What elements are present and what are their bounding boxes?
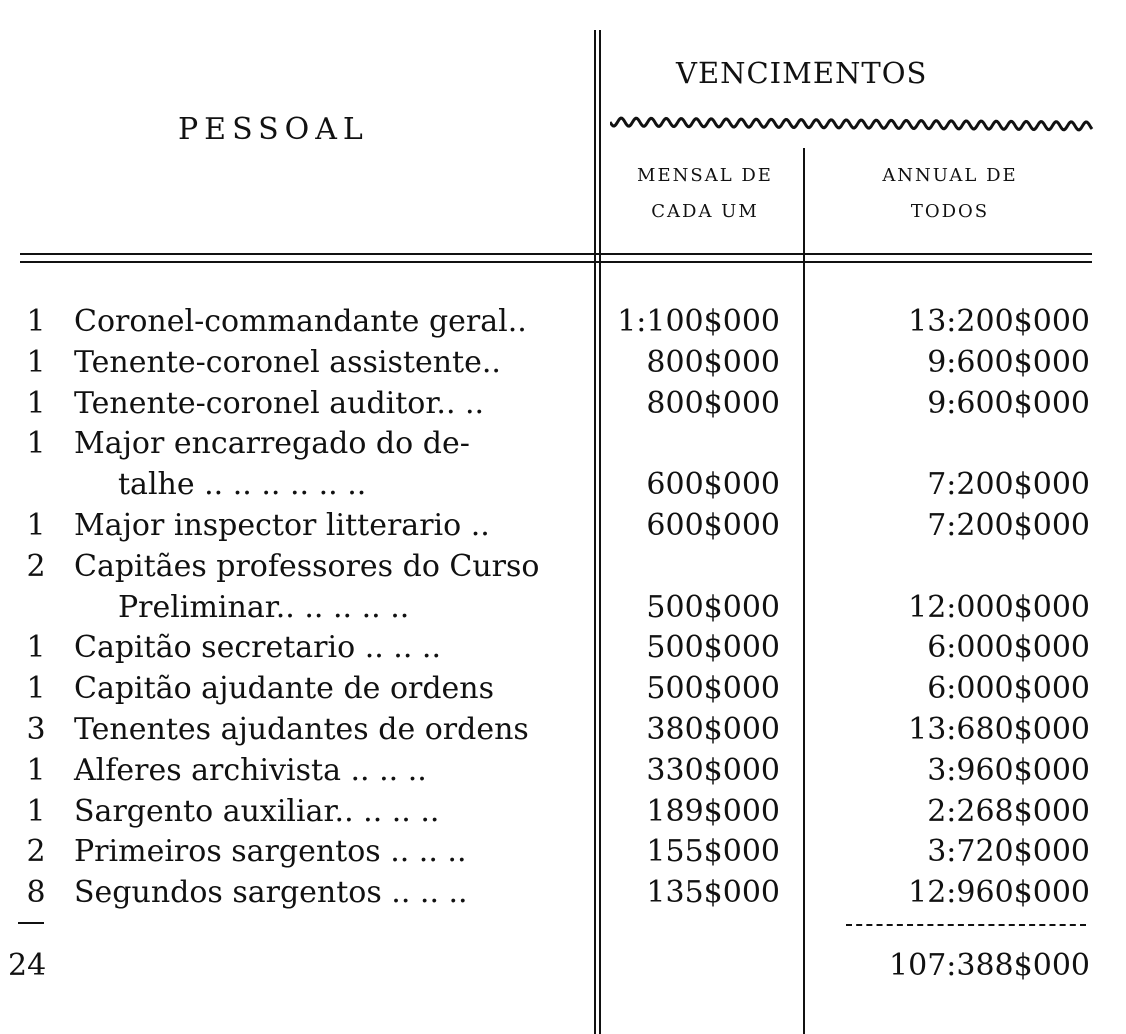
row-annual: 7:200$000 <box>927 508 1090 543</box>
row-annual: 7:200$000 <box>927 467 1090 503</box>
header-rule-top <box>20 253 1092 255</box>
header-rule-bottom <box>20 261 1092 263</box>
row-description: Tenente-coronel auditor.. .. <box>74 385 485 421</box>
row-quantity: 1 <box>26 304 46 339</box>
row-description: Major inspector litterario .. <box>74 508 490 543</box>
row-annual: 13:680$000 <box>908 712 1090 747</box>
row-mensal: 800$000 <box>646 385 780 421</box>
row-mensal: 500$000 <box>646 671 780 707</box>
total-annual: 107:388$000 <box>889 948 1090 983</box>
total-qty: 24 <box>8 948 47 983</box>
table-row <box>0 302 1126 342</box>
header-mensal-line2: CADA UM <box>651 201 759 222</box>
row-description: Sargento auxiliar.. .. .. .. <box>74 793 440 829</box>
row-mensal: 380$000 <box>646 712 780 747</box>
row-mensal: 800$000 <box>646 344 780 380</box>
header-annual-line2: TODOS <box>910 201 990 222</box>
header-mensal-line1: MENSAL DE <box>637 165 773 186</box>
row-quantity: 3 <box>26 712 46 747</box>
table-row <box>0 343 1126 383</box>
row-annual: 9:600$000 <box>927 385 1090 421</box>
table-row-continuation <box>0 588 1126 628</box>
row-mensal: 1:100$000 <box>617 304 780 339</box>
row-annual: 2:268$000 <box>927 793 1090 829</box>
row-description: Capitão ajudante de ordens <box>74 671 495 707</box>
header-annual-line1: ANNUAL DE <box>882 165 1018 186</box>
row-description-continued: Preliminar.. .. .. .. .. <box>118 589 410 625</box>
table-row <box>0 547 1126 587</box>
row-mensal: 330$000 <box>646 752 780 788</box>
row-quantity: 1 <box>26 385 46 421</box>
row-quantity: 2 <box>26 834 46 870</box>
header-vencimentos: VENCIMENTOS <box>676 56 928 90</box>
header-annual <box>820 158 1080 230</box>
table-row <box>0 792 1126 832</box>
row-quantity: 1 <box>26 344 46 380</box>
row-quantity: 1 <box>26 671 46 707</box>
row-quantity: 1 <box>26 752 46 788</box>
table-row <box>0 384 1126 424</box>
total-rule-annual <box>846 924 1086 926</box>
row-mensal: 600$000 <box>646 508 780 543</box>
table-row <box>0 873 1126 913</box>
total-rule-qty <box>18 922 44 924</box>
row-description-continued: talhe .. .. .. .. .. .. <box>118 467 367 503</box>
row-description: Major encarregado do de- <box>74 426 470 462</box>
header-pessoal: PESSOAL <box>178 112 369 147</box>
row-quantity: 1 <box>26 630 46 666</box>
row-description: Tenente-coronel assistente.. <box>74 344 501 380</box>
table-row <box>0 628 1126 668</box>
row-quantity: 8 <box>26 875 46 911</box>
row-description: Primeiros sargentos .. .. .. <box>74 834 467 870</box>
row-description: Capitães professores do Curso <box>74 548 540 584</box>
row-annual: 12:000$000 <box>908 589 1090 625</box>
row-annual: 3:720$000 <box>927 834 1090 870</box>
row-mensal: 155$000 <box>646 834 780 870</box>
row-annual: 12:960$000 <box>908 875 1090 911</box>
row-annual: 9:600$000 <box>927 344 1090 380</box>
row-annual: 13:200$000 <box>908 304 1090 339</box>
row-mensal: 500$000 <box>646 589 780 625</box>
row-quantity: 2 <box>26 548 46 584</box>
row-description: Coronel-commandante geral.. <box>74 304 527 339</box>
totals-row <box>0 946 1126 986</box>
row-description: Segundos sargentos .. .. .. <box>74 875 468 911</box>
row-mensal: 600$000 <box>646 467 780 503</box>
row-quantity: 1 <box>26 793 46 829</box>
table-row <box>0 669 1126 709</box>
row-annual: 6:000$000 <box>927 630 1090 666</box>
row-annual: 3:960$000 <box>927 752 1090 788</box>
row-mensal: 189$000 <box>646 793 780 829</box>
table-row <box>0 506 1126 546</box>
row-quantity: 1 <box>26 426 46 462</box>
row-description: Capitão secretario .. .. .. <box>74 630 441 666</box>
table-row <box>0 710 1126 750</box>
table-row <box>0 424 1126 464</box>
wavy-brace <box>610 110 1096 140</box>
row-mensal: 500$000 <box>646 630 780 666</box>
row-description: Tenentes ajudantes de ordens <box>74 712 529 747</box>
table-row <box>0 832 1126 872</box>
row-mensal: 135$000 <box>646 875 780 911</box>
row-annual: 6:000$000 <box>927 671 1090 707</box>
table-row <box>0 751 1126 791</box>
row-description: Alferes archivista .. .. .. <box>74 752 427 788</box>
row-quantity: 1 <box>26 508 46 543</box>
header-mensal <box>606 158 804 230</box>
table-row-continuation <box>0 465 1126 505</box>
